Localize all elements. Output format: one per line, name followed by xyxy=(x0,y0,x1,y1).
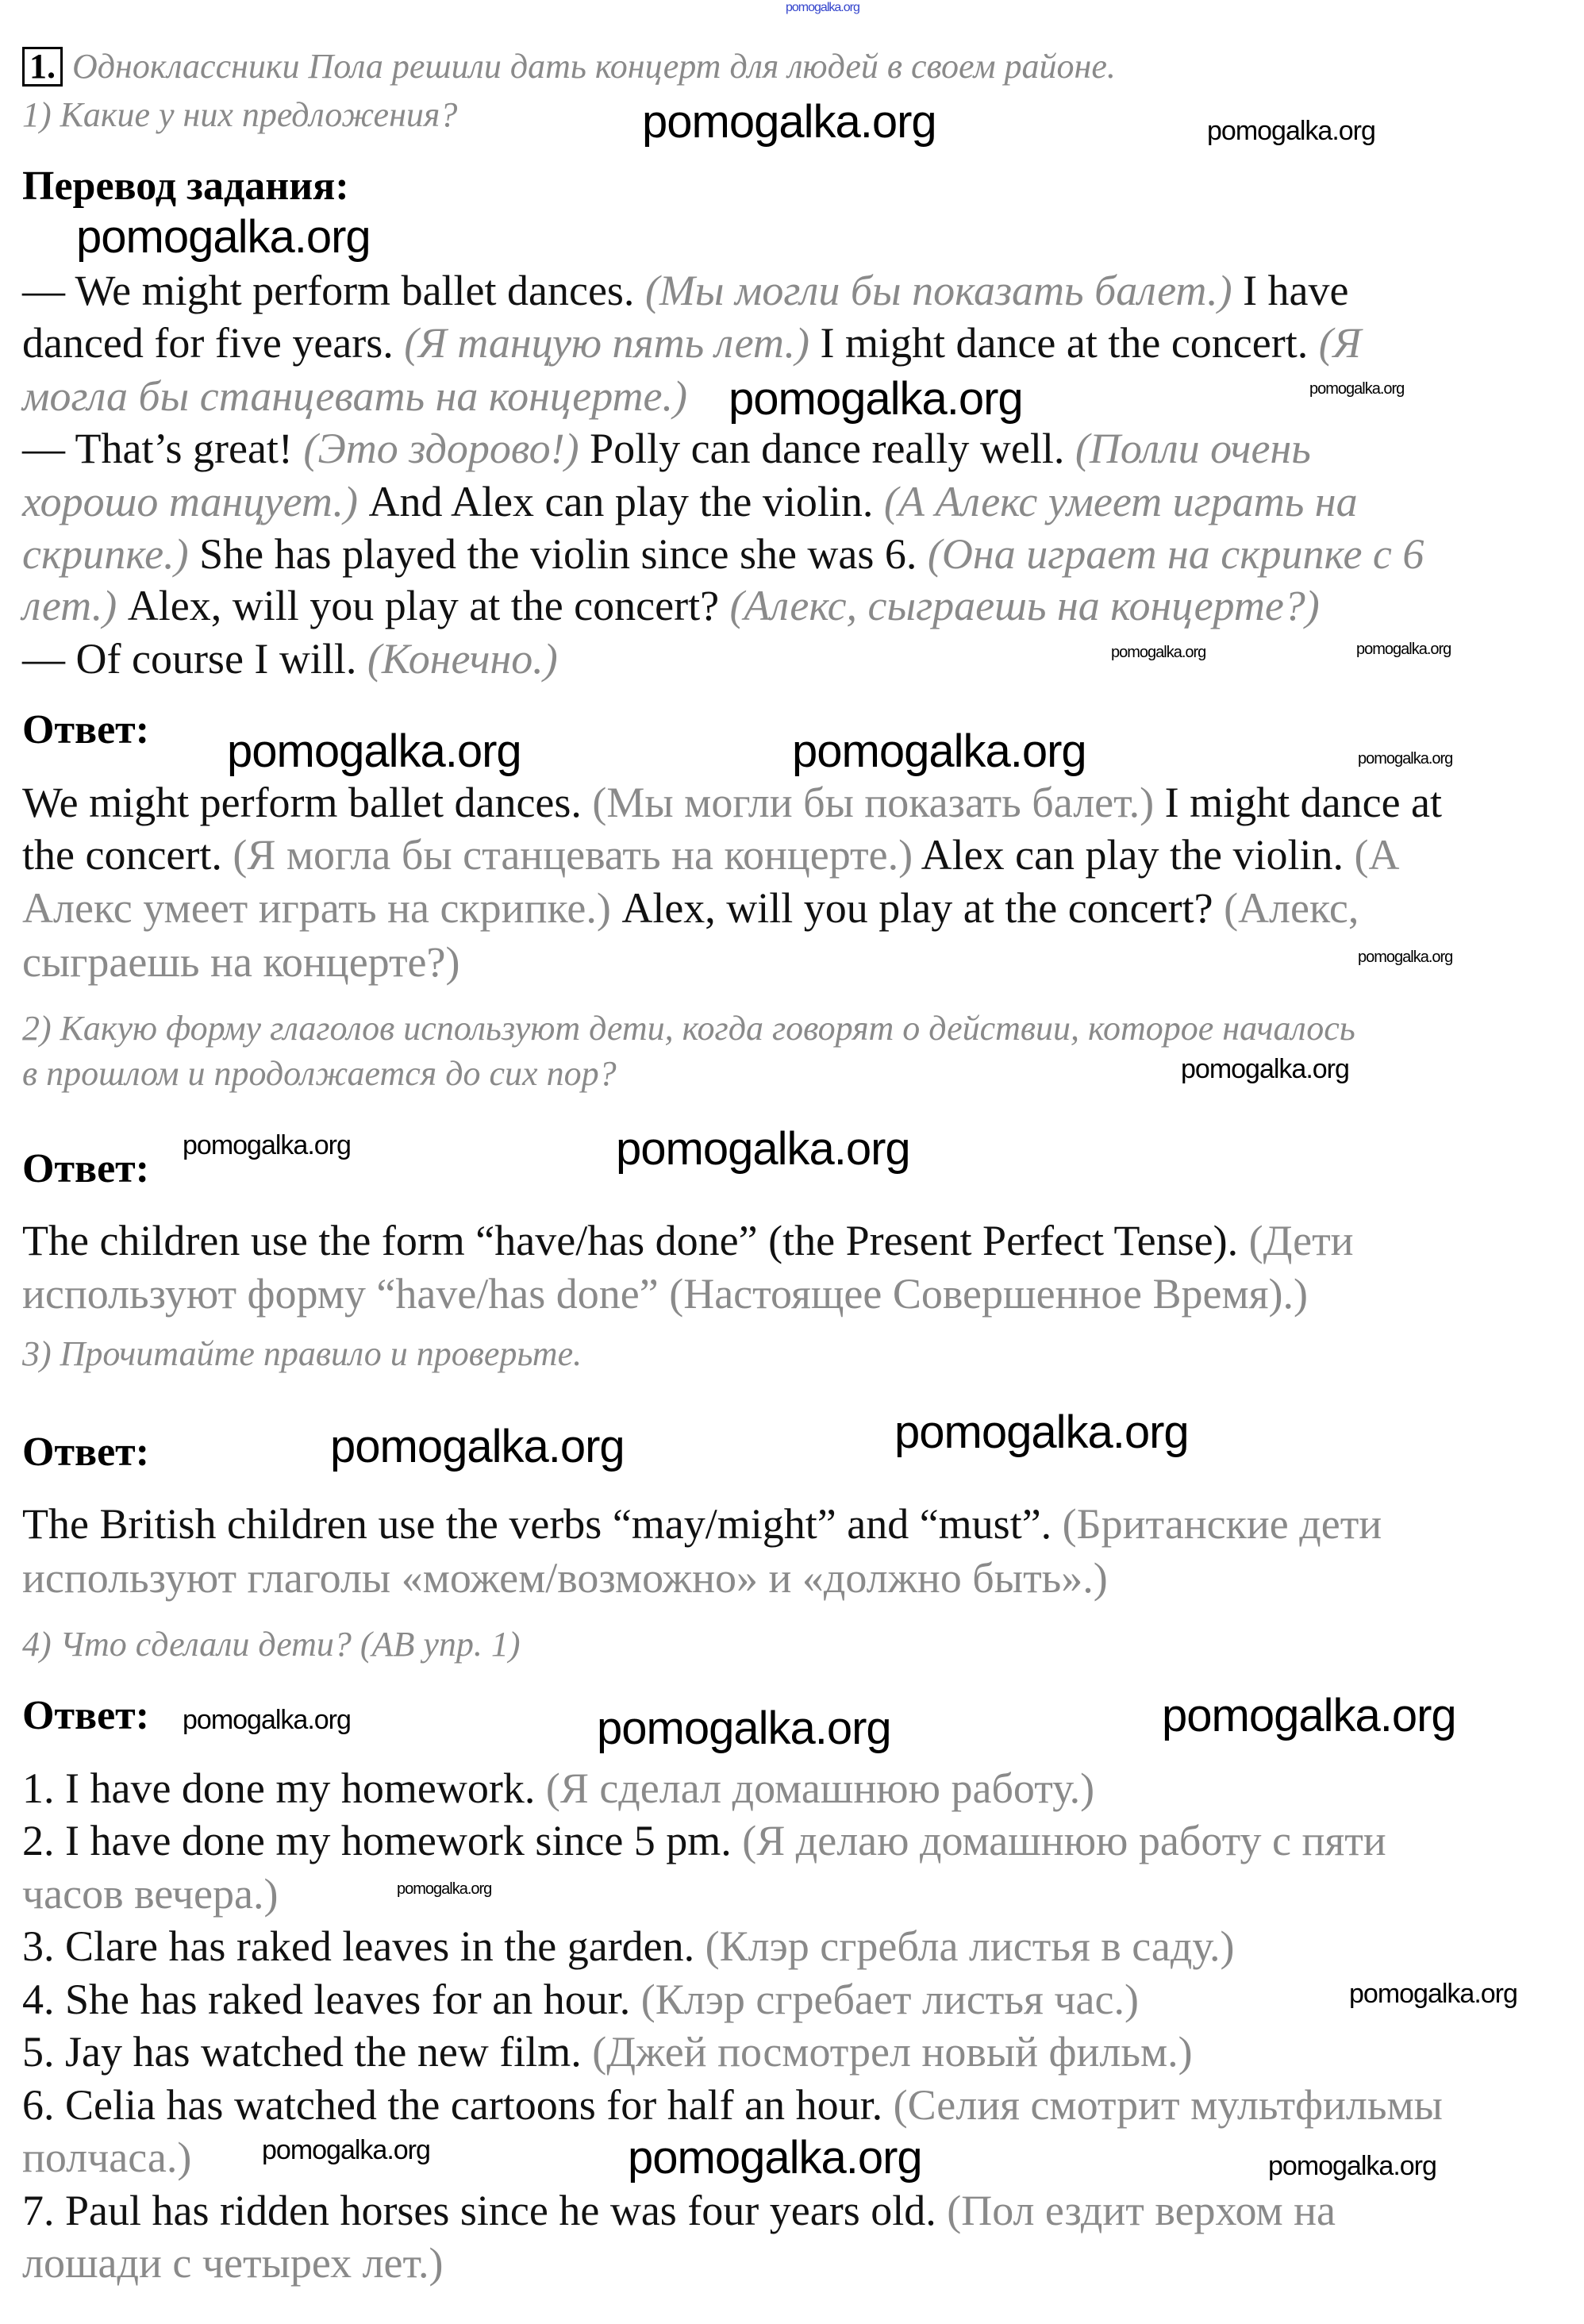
watermark: pomogalka.org xyxy=(1181,1054,1349,1084)
english-text: And Alex can play the violin. xyxy=(357,478,884,525)
question-line xyxy=(22,1005,1355,1049)
english-text: Alex, will you play at the concert? xyxy=(117,582,730,629)
watermark: pomogalka.org xyxy=(628,2132,922,2184)
question-text: 3) Прочитайте правило и проверьте. xyxy=(22,1334,582,1373)
russian-translation: (Селия смотрит мультфильмы xyxy=(893,2081,1443,2129)
russian-translation: (Она играет на скрипке с 6 xyxy=(927,530,1424,578)
question-text: Одноклассники Пола решили дать концерт для людей в своем районе. xyxy=(72,47,1116,86)
text-line xyxy=(22,424,1311,473)
russian-translation: (А xyxy=(1354,831,1400,879)
text-line xyxy=(22,581,1320,630)
english-text: The children use the form “have/has done” (the Present Perfect Tense). xyxy=(22,1217,1249,1264)
russian-translation: (Дети xyxy=(1248,1217,1354,1264)
text-line xyxy=(22,477,1358,526)
question-line xyxy=(22,1050,617,1095)
english-text: 1. I have done my homework. xyxy=(22,1764,546,1812)
watermark: pomogalka.org xyxy=(792,725,1086,777)
russian-translation: (Мы могли бы показать балет.) xyxy=(592,779,1155,826)
russian-translation: часов вечера.) xyxy=(22,1870,279,1918)
russian-translation: хорошо танцует.) xyxy=(22,478,358,525)
english-text: The British children use the verbs “may/might” and “must”. xyxy=(22,1500,1063,1548)
english-text: Polly can dance really well. xyxy=(579,425,1075,472)
russian-translation: (Я xyxy=(1318,319,1362,367)
english-text: — That’s great! xyxy=(22,425,304,472)
english-text: 2. I have done my homework since 5 pm. xyxy=(22,1817,743,1864)
russian-translation: могла бы станцевать на концерте.) xyxy=(22,372,687,420)
russian-translation: (Джей посмотрел новый фильм.) xyxy=(592,2028,1193,2076)
watermark: pomogalka.org xyxy=(1111,644,1206,661)
russian-translation: (Алекс, сыграешь на концерте?) xyxy=(729,582,1320,629)
english-text: She has played the violin since she was 6. xyxy=(188,530,928,578)
task-title xyxy=(22,43,1116,87)
text-line xyxy=(22,883,1359,933)
text-line xyxy=(22,371,687,421)
watermark: pomogalka.org xyxy=(1207,116,1375,146)
english-text: danced for five years. xyxy=(22,319,405,367)
russian-translation: (Это здорово!) xyxy=(303,425,579,472)
text-line xyxy=(22,2238,444,2287)
text-line xyxy=(22,1816,1386,1865)
text-line xyxy=(22,1764,1094,1813)
text-line xyxy=(22,1869,278,1918)
english-text: Alex, will you play at the concert? xyxy=(610,884,1225,932)
english-text: I might dance at xyxy=(1154,779,1443,826)
question-line xyxy=(22,91,457,136)
watermark: pomogalka.org xyxy=(330,1421,625,1472)
russian-translation: (Алекс, xyxy=(1224,884,1359,932)
english-text: We might perform ballet dances. xyxy=(22,779,593,826)
watermark: pomogalka.org xyxy=(1162,1690,1456,1741)
watermark: pomogalka.org xyxy=(1309,380,1405,398)
russian-translation: (Пол ездит верхом на xyxy=(947,2187,1336,2234)
english-text: 7. Paul has ridden horses since he was four years old. xyxy=(22,2187,948,2234)
russian-translation: (Я танцую пять лет.) xyxy=(404,319,809,367)
english-text: I might dance at the concert. xyxy=(809,319,1319,367)
text-line xyxy=(22,937,459,987)
russian-translation: (Клэр сгребла листья в саду.) xyxy=(705,1922,1235,1970)
task-number-box: 1. xyxy=(22,47,63,87)
watermark: pomogalka.org xyxy=(262,2135,430,2165)
watermark: pomogalka.org xyxy=(1349,1979,1517,2009)
text-line xyxy=(22,2186,1336,2235)
russian-translation: (Полли очень xyxy=(1075,425,1311,472)
english-text: Alex can play the violin. xyxy=(913,831,1355,879)
watermark: pomogalka.org xyxy=(183,1130,351,1160)
russian-translation: сыграешь на концерте?) xyxy=(22,938,460,986)
watermark: pomogalka.org xyxy=(1268,2151,1436,2181)
text-line xyxy=(22,529,1424,579)
section-heading xyxy=(22,704,149,755)
text-line xyxy=(22,1269,1308,1318)
watermark: pomogalka.org xyxy=(894,1406,1189,1458)
russian-translation: (Клэр сгребает листья час.) xyxy=(640,1976,1139,2023)
question-text: 1) Какие у них предложения? xyxy=(22,95,458,134)
question-text: 2) Какую форму глаголов используют дети, когда говорят о действии, которое началось xyxy=(22,1009,1355,1048)
russian-translation: (А Алекс умеет играть на xyxy=(883,478,1358,525)
watermark: pomogalka.org xyxy=(729,373,1023,425)
watermark: pomogalka.org xyxy=(1358,948,1453,966)
watermark: pomogalka.org xyxy=(597,1703,891,1754)
english-text: 5. Jay has watched the new film. xyxy=(22,2028,593,2076)
russian-translation: полчаса.) xyxy=(22,2134,192,2181)
heading-text: Ответ: xyxy=(22,1146,150,1191)
text-line xyxy=(22,318,1361,367)
text-line xyxy=(22,1499,1382,1549)
watermark: pomogalka.org xyxy=(642,96,936,148)
section-heading xyxy=(22,1143,149,1194)
section-heading xyxy=(22,160,349,211)
text-line xyxy=(22,266,1349,315)
text-line xyxy=(22,1216,1354,1265)
watermark: pomogalka.org xyxy=(76,211,371,263)
text-line xyxy=(22,2133,191,2182)
russian-translation: (Конечно.) xyxy=(367,635,558,683)
heading-text: Ответ: xyxy=(22,707,150,752)
heading-text: Перевод задания: xyxy=(22,164,349,209)
russian-translation: лет.) xyxy=(22,582,117,629)
text-line xyxy=(22,778,1442,827)
text-line xyxy=(22,2027,1193,2076)
question-text: в прошлом и продолжается до сих пор? xyxy=(22,1054,617,1093)
text-line xyxy=(22,1975,1139,2024)
watermark: pomogalka.org xyxy=(227,725,521,777)
watermark: pomogalka.org xyxy=(1358,750,1453,768)
russian-translation: (Я могла бы станцевать на концерте.) xyxy=(233,831,913,879)
question-line xyxy=(22,1330,582,1375)
russian-translation: используют глаголы «можем/возможно» и «должно быть».) xyxy=(22,1554,1108,1602)
question-text: 4) Что сделали дети? (AB упр. 1) xyxy=(22,1625,521,1664)
english-text: 6. Celia has watched the cartoons for half an hour. xyxy=(22,2081,894,2129)
english-text: 4. She has raked leaves for an hour. xyxy=(22,1976,641,2023)
english-text: I have xyxy=(1232,267,1349,314)
heading-text: Ответ: xyxy=(22,1693,150,1738)
text-line xyxy=(22,1553,1108,1603)
heading-text: Ответ: xyxy=(22,1429,150,1475)
text-line xyxy=(22,1922,1234,1971)
russian-translation: скрипке.) xyxy=(22,530,189,578)
watermark: pomogalka.org xyxy=(183,1705,351,1735)
text-line xyxy=(22,634,558,683)
watermark: pomogalka.org xyxy=(786,1,859,14)
english-text: — Of course I will. xyxy=(22,635,367,683)
english-text: — We might perform ballet dances. xyxy=(22,267,645,314)
russian-translation: используют форму “have/has done” (Настоящее Совершенное Время).) xyxy=(22,1270,1308,1318)
russian-translation: Алекс умеет играть на скрипке.) xyxy=(22,884,611,932)
text-line xyxy=(22,2080,1443,2130)
english-text: 3. Clare has raked leaves in the garden. xyxy=(22,1922,705,1970)
russian-translation: (Я сделал домашнюю работу.) xyxy=(545,1764,1095,1812)
section-heading xyxy=(22,1426,149,1477)
section-heading xyxy=(22,1690,149,1741)
russian-translation: (Мы могли бы показать балет.) xyxy=(644,267,1232,314)
text-line xyxy=(22,830,1399,879)
russian-translation: лошади с четырех лет.) xyxy=(22,2239,444,2287)
question-line xyxy=(22,1621,521,1665)
watermark: pomogalka.org xyxy=(616,1123,910,1175)
russian-translation: (Британские дети xyxy=(1062,1500,1382,1548)
watermark: pomogalka.org xyxy=(397,1880,492,1898)
russian-translation: (Я делаю домашнюю работу с пяти xyxy=(742,1817,1386,1864)
watermark: pomogalka.org xyxy=(1356,641,1451,658)
english-text: the concert. xyxy=(22,831,233,879)
